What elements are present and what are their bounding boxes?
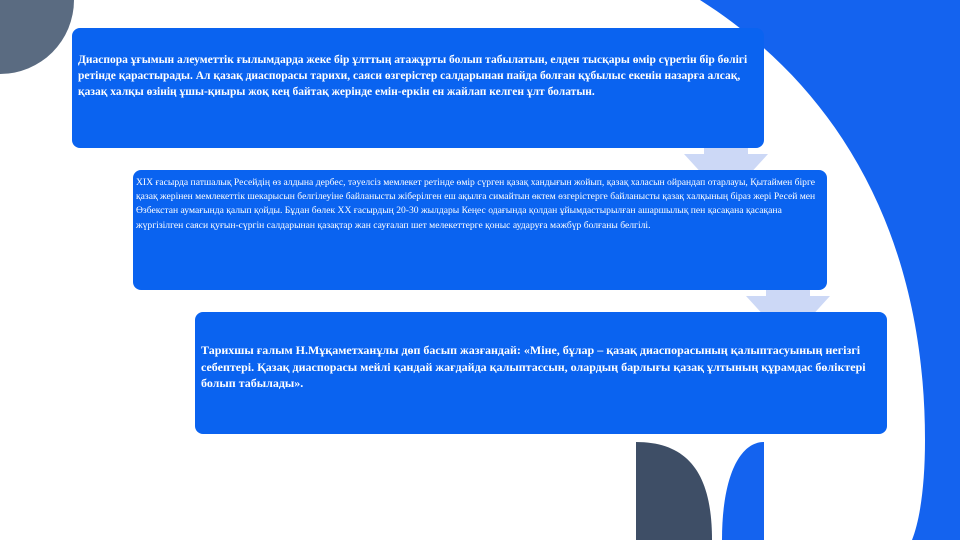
bottom-leaf-shapes — [630, 436, 770, 540]
text-block-3-paragraph: Тарихшы ғалым Н.Мұқаметханұлы дөп басып жазғандай: «Міне, бұлар – қазақ диаспорасының қалыптасуының негізгі себептері. Қазақ диаспорасы мейлі қандай жағдайда қалыптассын, олардың барлығы қазақ ұлтының құрамдас бөліктері болып табылады». — [201, 343, 866, 390]
dark-leaf-shape — [636, 442, 712, 540]
blue-leaf-shape — [722, 442, 764, 540]
text-block-2-paragraph: XIX ғасырда патшалық Ресейдің өз алдына дербес, тәуелсіз мемлекет ретінде өмір сүрген қазақ хандығын жойып, қазақ халасын ойрандап отарлауы, Қытаймен бірге қазақ жерінен мемлекеттік шекарысын белгілеуіне байланысты жіберілген еш ақылға симайтын өктем өзгерістерге байланысты қазақ халқының біраз жері Ресей мен Өзбекстан аумағында қалып қойды. Бұдан бөлек XX ғасырдың 20-30 жылдары Кеңес одағында қолдан ұйымдастырылған ашаршылық пен қасақана қасақана жүргізілген саяси қуғын-сүргін салдарынан қазақтар жан сауғалап шет мелекеттерге қоныс аударуға мәжбүр болғаны белгілі. — [136, 177, 816, 231]
text-block-3 — [195, 312, 887, 434]
text-block-2 — [133, 170, 827, 290]
text-block-1-paragraph: Диаспора ұғымын алеуметтік ғылымдарда жеке бір ұлттың атажұрты болып табылатын, елден тысқары өмір сүретін бір бөлігі ретінде қарастырады. Ал қазақ диаспорасы тарихи, саяси өзгерістер салдарынан пайда болған құбылыс екенін назарға алсақ, қазақ халқы өзінің ұшы-қиыры жоқ кең байтақ жерінде емін-еркін ен жайлап келген ұлт болатын. — [78, 54, 748, 98]
text-block-1 — [72, 28, 764, 148]
